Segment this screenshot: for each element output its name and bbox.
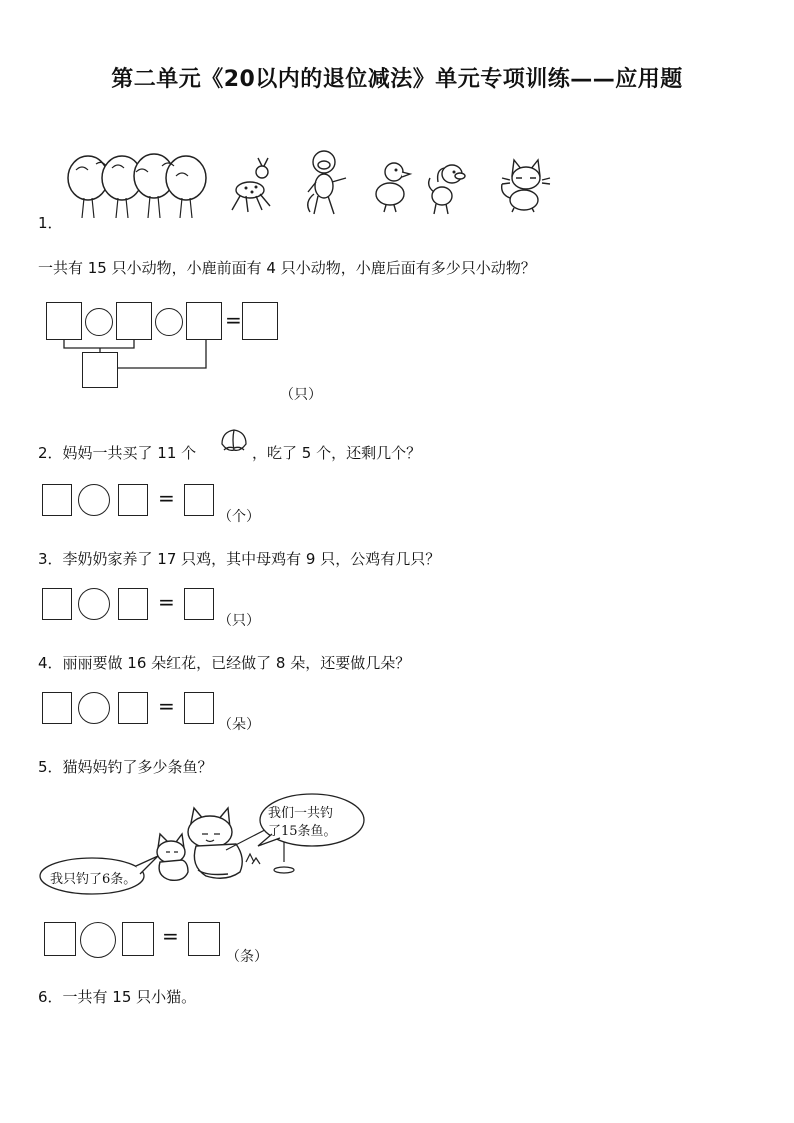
q4-answer-box-2[interactable] <box>118 692 148 724</box>
q5-unit: （条） <box>226 949 268 965</box>
q1-text: 一共有 15 只小动物，小鹿前面有 4 只小动物，小鹿后面有多少只小动物？ <box>38 259 536 277</box>
q2-operator-circle[interactable] <box>78 484 110 516</box>
q3-text: 3．李奶奶家养了 17 只鸡，其中母鸡有 9 只，公鸡有几只？ <box>38 550 441 568</box>
q3-answer-box-1[interactable] <box>42 588 72 620</box>
q4-unit: （朵） <box>218 717 260 733</box>
speech-bubble-kitten: 我只钓了6条。 <box>50 872 137 887</box>
q1-equals-sign: = <box>225 308 242 332</box>
q2-result-box[interactable] <box>184 484 214 516</box>
q4-result-box[interactable] <box>184 692 214 724</box>
q1-number: 1． <box>38 214 63 232</box>
q3-answer-box-2[interactable] <box>118 588 148 620</box>
q1-operator-circle-2[interactable] <box>155 308 183 336</box>
q2-answer-box-2[interactable] <box>118 484 148 516</box>
dog-icon <box>426 160 472 215</box>
q4-equals-sign: = <box>158 694 175 718</box>
q1-animal-row <box>66 150 566 220</box>
cat-icon <box>492 154 552 214</box>
monkey-icon <box>302 148 352 218</box>
tree-icon <box>66 150 216 220</box>
speech-bubble-mother-line1: 我们一共钓 <box>268 806 334 821</box>
q2-unit: （个） <box>218 509 260 525</box>
peach-icon <box>218 424 250 454</box>
q2-text-after: ，吃了 5 个，还剩几个？ <box>252 444 422 462</box>
q2-answer-box-1[interactable] <box>42 484 72 516</box>
q3-operator-circle[interactable] <box>78 588 110 620</box>
q1-sub-answer-box[interactable] <box>82 352 118 388</box>
q1-answer-box-3[interactable] <box>186 302 222 340</box>
q1-answer-box-2[interactable] <box>116 302 152 340</box>
q1-result-box[interactable] <box>242 302 278 340</box>
q4-answer-box-1[interactable] <box>42 692 72 724</box>
q1-answer-box-1[interactable] <box>46 302 82 340</box>
deer-icon <box>228 158 276 218</box>
q5-answer-box-2[interactable] <box>122 922 154 956</box>
q5-answer-box-1[interactable] <box>44 922 76 956</box>
q5-result-box[interactable] <box>188 922 220 956</box>
q4-operator-circle[interactable] <box>78 692 110 724</box>
q2-equals-sign: = <box>158 486 175 510</box>
q1-unit: （只） <box>280 387 322 403</box>
q1-bracket-lines <box>40 340 280 380</box>
q6-text: 6．一共有 15 只小猫。 <box>38 988 197 1006</box>
speech-bubble-mother-line2: 了15条鱼。 <box>268 824 337 839</box>
q3-result-box[interactable] <box>184 588 214 620</box>
q5-operator-circle[interactable] <box>80 922 116 958</box>
q4-text: 4．丽丽要做 16 朵红花，已经做了 8 朵，还要做几朵？ <box>38 654 411 672</box>
page-title: 第二单元《20以内的退位减法》单元专项训练——应用题 <box>111 67 683 92</box>
q5-text: 5．猫妈妈钓了多少条鱼？ <box>38 758 213 776</box>
q3-unit: （只） <box>218 613 260 629</box>
q5-equals-sign: = <box>162 924 179 948</box>
duck-icon <box>372 160 412 215</box>
q1-operator-circle-1[interactable] <box>85 308 113 336</box>
q3-equals-sign: = <box>158 590 175 614</box>
q2-text-before: 2．妈妈一共买了 11 个 <box>38 444 197 462</box>
